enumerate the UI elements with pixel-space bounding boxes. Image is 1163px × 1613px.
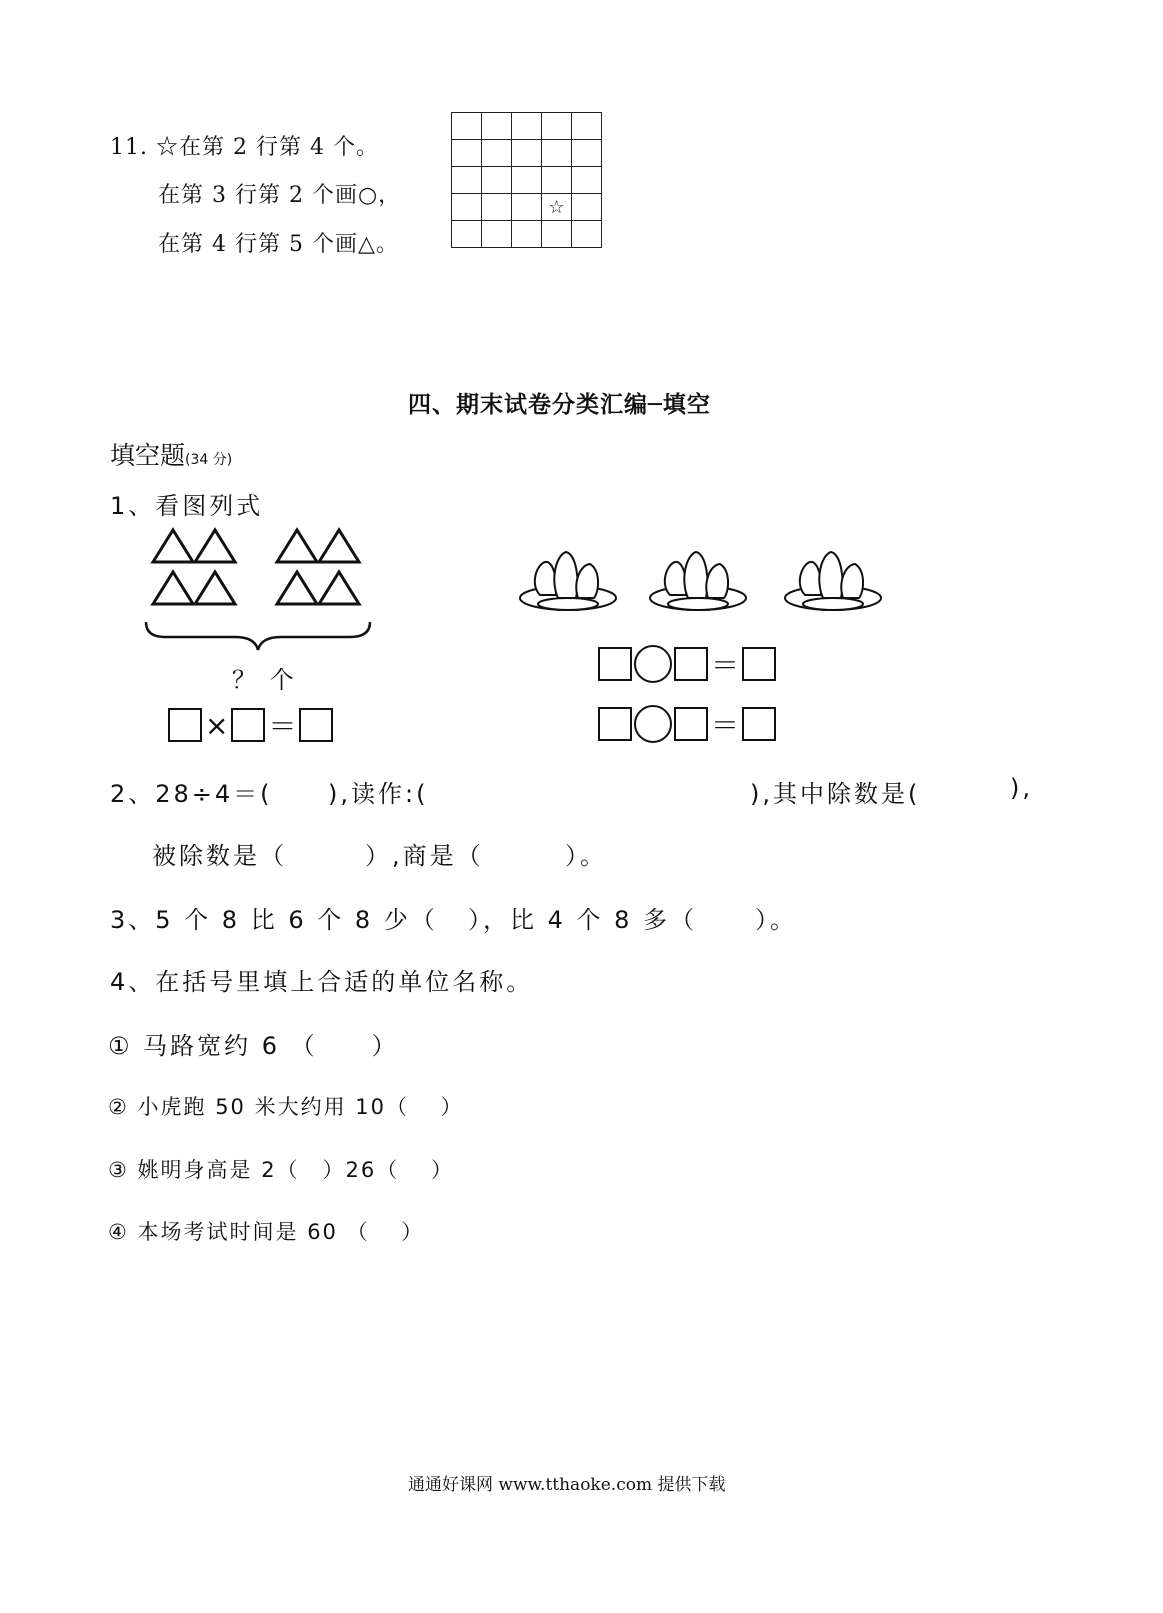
grid-cell bbox=[542, 167, 572, 194]
footer-credit: 通通好课网 www.tthaoke.com 提供下载 bbox=[408, 1475, 726, 1495]
item-mark: ① bbox=[108, 1032, 133, 1060]
q11-number: 11. bbox=[110, 135, 148, 160]
grid-cell bbox=[482, 194, 512, 221]
grid-cell bbox=[542, 140, 572, 167]
grid-cell bbox=[482, 140, 512, 167]
q2-line2-c: ）。 bbox=[565, 842, 607, 870]
q4-title: 4、在括号里填上合适的单位名称。 bbox=[110, 968, 534, 996]
equals-sign: ＝ bbox=[711, 649, 740, 682]
q2-part-a: 2、28÷4＝( bbox=[110, 780, 273, 808]
grid-cell bbox=[452, 221, 482, 248]
grid-cell bbox=[512, 221, 542, 248]
q11-line3: 在第 4 行第 5 个画△。 bbox=[158, 232, 399, 257]
grid-cell bbox=[482, 167, 512, 194]
triangle bbox=[319, 530, 359, 562]
grid-cell bbox=[512, 167, 542, 194]
q4-item-4 bbox=[108, 1216, 424, 1246]
triangle bbox=[153, 530, 193, 562]
answer-box[interactable] bbox=[299, 708, 333, 742]
q1-equation-right-1 bbox=[598, 644, 776, 684]
grid-cell bbox=[572, 140, 602, 167]
q2-part-b: ),读作:( bbox=[328, 780, 429, 808]
grid-cell bbox=[512, 140, 542, 167]
grid-cell bbox=[482, 113, 512, 140]
answer-box[interactable] bbox=[598, 647, 632, 681]
grid-cell bbox=[572, 113, 602, 140]
answer-box[interactable] bbox=[231, 708, 265, 742]
q4-item-1 bbox=[108, 1026, 399, 1061]
q3-part-c: ）。 bbox=[755, 906, 797, 934]
q3-part-a: 3、5 个 8 比 6 个 8 少（ bbox=[110, 906, 438, 934]
answer-box[interactable] bbox=[674, 707, 708, 741]
grid-cell bbox=[452, 167, 482, 194]
brace bbox=[146, 622, 370, 650]
item-text: 姚明身高是 2（ ）26（ ） bbox=[137, 1158, 454, 1182]
pear-plate bbox=[785, 552, 881, 610]
triangle bbox=[319, 572, 359, 604]
fill-heading-score: (34 分) bbox=[185, 452, 233, 468]
triangle bbox=[277, 572, 317, 604]
triangle bbox=[277, 530, 317, 562]
item-text: 小虎跑 50 米大约用 10（ ） bbox=[137, 1095, 464, 1119]
q11-text-1: ☆在第 2 行第 4 个。 bbox=[156, 135, 379, 160]
equals-sign: ＝ bbox=[268, 710, 297, 743]
fill-heading-label: 填空题 bbox=[110, 441, 186, 470]
answer-box[interactable] bbox=[168, 708, 202, 742]
grid-cell bbox=[512, 194, 542, 221]
operator-circle[interactable] bbox=[634, 645, 672, 683]
q3-part-b: ），比 4 个 8 多（ bbox=[468, 906, 698, 934]
grid-cell bbox=[572, 194, 602, 221]
q1-equation-left bbox=[168, 705, 333, 745]
answer-box[interactable] bbox=[598, 707, 632, 741]
equals-sign: ＝ bbox=[711, 709, 740, 742]
operator-circle[interactable] bbox=[634, 705, 672, 743]
pear-plate bbox=[650, 552, 746, 610]
triangles-figure bbox=[140, 522, 390, 662]
pears-figure bbox=[518, 540, 888, 625]
q11-line1 bbox=[110, 130, 379, 161]
section-title: 四、期末试卷分类汇编─填空 bbox=[408, 391, 711, 418]
times-sign: × bbox=[205, 708, 229, 742]
q2-part-d: ), bbox=[1010, 774, 1033, 802]
pear-plate bbox=[520, 552, 616, 610]
q2-part-c: ),其中除数是( bbox=[750, 780, 921, 808]
fill-heading bbox=[110, 436, 232, 472]
q1-title: 1、看图列式 bbox=[110, 492, 264, 520]
answer-box[interactable] bbox=[742, 647, 776, 681]
triangle bbox=[195, 572, 235, 604]
item-mark: ② bbox=[108, 1095, 129, 1119]
grid-cell bbox=[482, 221, 512, 248]
q1-equation-right-2 bbox=[598, 704, 776, 744]
grid-cell bbox=[512, 113, 542, 140]
q2-line2-b: ）,商是（ bbox=[365, 842, 484, 870]
triangle bbox=[195, 530, 235, 562]
grid-cell bbox=[572, 221, 602, 248]
item-text: 马路宽约 6 （ ） bbox=[143, 1032, 399, 1060]
item-mark: ③ bbox=[108, 1158, 129, 1182]
grid-cell bbox=[542, 113, 572, 140]
grid-cell bbox=[452, 140, 482, 167]
item-text: 本场考试时间是 60 （ ） bbox=[137, 1220, 425, 1244]
q4-item-3 bbox=[108, 1154, 454, 1184]
brace-label: ？ 个 bbox=[232, 666, 297, 694]
q11-line2: 在第 3 行第 2 个画○， bbox=[158, 183, 402, 208]
grid-cell bbox=[452, 194, 482, 221]
answer-box[interactable] bbox=[742, 707, 776, 741]
q4-item-2 bbox=[108, 1091, 464, 1121]
grid-cell bbox=[452, 113, 482, 140]
answer-box[interactable] bbox=[674, 647, 708, 681]
grid-cell bbox=[542, 221, 572, 248]
triangle bbox=[153, 572, 193, 604]
grid-cell bbox=[572, 167, 602, 194]
position-grid bbox=[451, 112, 602, 248]
item-mark: ④ bbox=[108, 1220, 129, 1244]
grid-star-cell: ☆ bbox=[542, 194, 572, 221]
q2-line2-a: 被除数是（ bbox=[152, 842, 287, 870]
